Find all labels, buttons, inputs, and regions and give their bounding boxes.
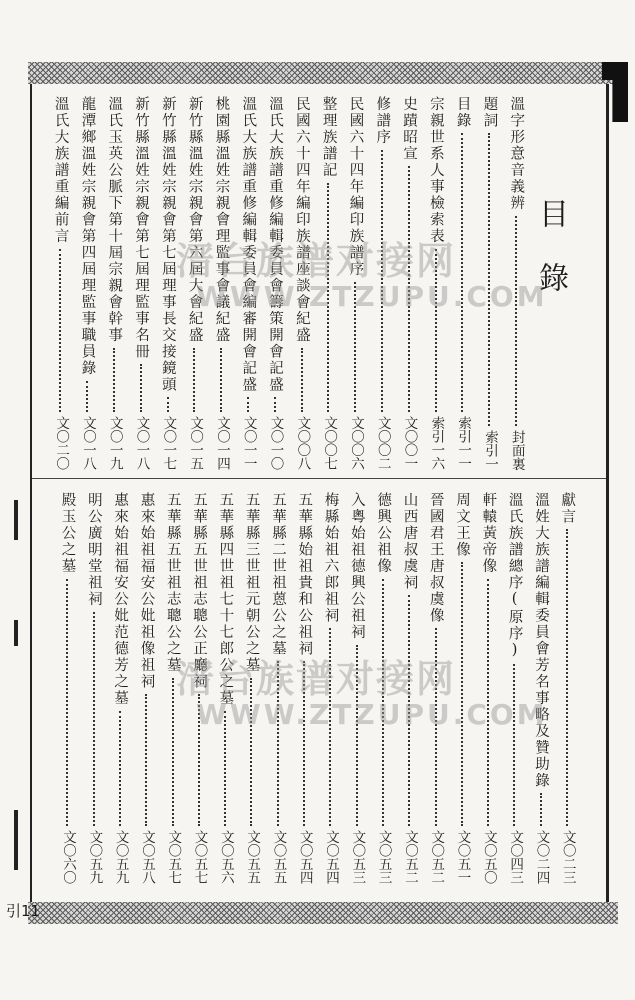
toc-entry-title: 軒轅黃帝像 [480, 492, 497, 575]
toc-entry [451, 492, 473, 884]
toc-entry-page: 文〇〇二 [374, 416, 391, 470]
toc-entry-page: 文〇五四 [323, 830, 340, 884]
dot-leader [382, 579, 384, 827]
bottom-border-band [28, 902, 618, 924]
dot-leader [224, 711, 226, 827]
toc-entry [240, 492, 262, 884]
toc-entry-title: 山西唐叔虞祠 [401, 492, 418, 591]
toc-entry-page: 文〇一五 [187, 416, 204, 470]
dot-leader [515, 216, 517, 426]
toc-entry [83, 492, 105, 884]
toc-entry [183, 96, 205, 470]
toc-entry-title: 梅縣始祖六郎祖祠 [322, 492, 339, 624]
toc-entry [425, 492, 447, 884]
dot-leader [277, 661, 279, 826]
toc-entry-title: 史蹟昭宣 [401, 96, 418, 162]
dot-leader [274, 397, 276, 412]
toc-entry-title: 桃園縣溫姓宗親會理監事會議紀盛 [213, 96, 230, 344]
dot-leader [66, 579, 68, 827]
toc-entry-page: 文〇五三 [349, 830, 366, 884]
section-divider [32, 478, 606, 479]
binding-mark [14, 620, 18, 646]
dot-leader [487, 579, 489, 827]
toc-entry-page: 文〇五八 [138, 830, 155, 884]
toc-entry [346, 492, 368, 884]
toc-entry [188, 492, 210, 884]
toc-entry-title: 五華縣二世祖蒽公之墓 [269, 492, 286, 657]
toc-entry-page: 文〇一七 [160, 416, 177, 470]
toc-entry-page: 文〇一四 [213, 416, 230, 470]
dot-leader [172, 678, 174, 827]
toc-entry-title: 修譜序 [374, 96, 391, 146]
toc-entry-title: 溫氏玉英公脈下第十屆宗親會幹事 [106, 96, 123, 344]
binding-mark [14, 810, 18, 870]
dot-leader [250, 678, 252, 827]
toc-entry [237, 96, 259, 470]
toc-entry [530, 492, 552, 884]
toc-entry-title: 溫氏大族譜重編前言 [52, 96, 69, 245]
toc-entry-page: 文〇五二 [401, 830, 418, 884]
dot-leader [461, 562, 463, 826]
toc-entry-page: 文〇六〇 [60, 830, 77, 884]
dot-leader [198, 694, 200, 826]
toc-entry [556, 492, 578, 884]
toc-entry-title: 溫氏大族譜重修編輯委員會編審開會記盛 [240, 96, 257, 393]
dot-leader [435, 249, 437, 413]
toc-entry-title: 民國六十四年編印族譜座談會紀盛 [293, 96, 310, 344]
toc-entry-title: 溫氏大族譜重修編輯委員會籌策開會記盛 [267, 96, 284, 393]
dot-leader [193, 348, 195, 413]
dot-leader [566, 529, 568, 826]
toc-entry [425, 96, 447, 470]
toc-entry-page: 文〇〇一 [401, 416, 418, 470]
toc-entry [478, 96, 500, 470]
dot-leader [247, 397, 249, 412]
watermark-url: WWW.ZTZUPU.COM [196, 280, 548, 313]
toc-entry-page: 文〇〇八 [294, 416, 311, 470]
dot-leader [220, 348, 222, 413]
toc-entry [319, 492, 341, 884]
toc-entry-page: 文〇五四 [296, 830, 313, 884]
dot-leader [93, 612, 95, 827]
toc-entry-title: 周文王像 [454, 492, 471, 558]
watermark-url: WWW.ZTZUPU.COM [196, 698, 548, 731]
toc-entry-page: 文〇五九 [112, 830, 129, 884]
toc-entry-page: 文〇一〇 [267, 416, 284, 470]
toc-entry [264, 96, 286, 470]
dot-leader [59, 249, 61, 413]
dot-leader [119, 711, 121, 827]
toc-entry-title: 獻言 [559, 492, 576, 525]
toc-entry [130, 96, 152, 470]
toc-entry [503, 492, 525, 884]
toc-entry [293, 492, 315, 884]
toc-entry-title: 殿玉公之墓 [59, 492, 76, 575]
toc-entry-page: 文〇五九 [86, 830, 103, 884]
toc-entry [210, 96, 232, 470]
toc-entry-title: 目錄 [454, 96, 471, 129]
dot-leader [408, 595, 410, 826]
toc-entry-page: 文〇五二 [428, 830, 445, 884]
toc-entry [56, 492, 78, 884]
watermark-text: 溍台族谱对接网 [176, 657, 457, 701]
toc-entry [344, 96, 366, 470]
toc-entry-page: 文〇五七 [191, 830, 208, 884]
toc-entry-title: 民國六十四年編印族譜序 [347, 96, 364, 278]
toc-entry [398, 96, 420, 470]
toc-entry-page: 文〇五三 [375, 830, 392, 884]
dot-leader [145, 694, 147, 826]
toc-entry-page: 索引一六 [428, 416, 445, 470]
toc-entry-title: 溫字形意音義辨 [508, 96, 525, 212]
toc-entry [371, 96, 393, 470]
toc-entry-page: 文〇二〇 [53, 416, 70, 470]
dot-leader [435, 628, 437, 826]
dot-leader [303, 661, 305, 826]
toc-entry [317, 96, 339, 470]
toc-entry [214, 492, 236, 884]
binding-mark [14, 500, 18, 540]
dot-leader [113, 348, 115, 413]
toc-entry-page: 文〇一一 [240, 416, 257, 470]
dot-leader [488, 133, 490, 426]
toc-entry-title: 整理族譜記 [320, 96, 337, 179]
toc-entry [505, 96, 527, 470]
toc-entry-page: 索引一一 [455, 416, 472, 470]
toc-entry-page: 文〇一八 [79, 416, 96, 470]
toc-entry-page: 文〇一八 [133, 416, 150, 470]
dot-leader [540, 793, 542, 826]
dot-leader [327, 183, 329, 413]
toc-entry [109, 492, 131, 884]
toc-entry-page: 文〇二四 [533, 830, 550, 884]
toc-entry-title: 龍潭鄉溫姓宗親會第四屆理監事職員錄 [79, 96, 96, 377]
dot-leader [381, 150, 383, 413]
toc-entry-title: 題詞 [481, 96, 498, 129]
top-border-band [28, 62, 618, 84]
toc-entry [291, 96, 313, 470]
toc-entry [103, 96, 125, 470]
toc-entry-page: 封面裏 [508, 429, 525, 470]
frame-left-line [30, 84, 32, 902]
toc-entry-page: 文〇五六 [217, 830, 234, 884]
frame-right-line [606, 84, 609, 902]
toc-entry-title: 溫氏族譜總序(原序) [506, 492, 523, 660]
toc-entry [372, 492, 394, 884]
toc-entry-title: 入粵始祖德興公祖祠 [348, 492, 365, 641]
dot-leader [329, 628, 331, 826]
toc-entry-page: 索引一 [481, 429, 498, 470]
watermark-text: 溍台族谱对接网 [176, 239, 457, 283]
toc-entry [135, 492, 157, 884]
toc-entry-title: 新竹縣溫姓宗親會第六屆大會紀盛 [186, 96, 203, 344]
dot-leader [167, 397, 169, 412]
toc-entry [477, 492, 499, 884]
toc-entry-title: 五華縣五世祖志聰公正廳祠 [191, 492, 208, 690]
toc-entry-title: 新竹縣溫姓宗親會第七屆理事長交接鏡頭 [159, 96, 176, 393]
dot-leader [301, 348, 303, 413]
toc-entry-page: 文〇五一 [454, 830, 471, 884]
toc-entry-page: 文〇四三 [507, 830, 524, 884]
toc-entry-page: 文〇五〇 [480, 830, 497, 884]
dot-leader [461, 133, 463, 412]
dot-leader [513, 664, 515, 826]
toc-entry-title: 惠來始祖福安公妣范德芳之墓 [112, 492, 129, 707]
page-number: 引11 [6, 902, 41, 920]
dot-leader [354, 282, 356, 413]
toc-entry-title: 晉國君王唐叔虞像 [427, 492, 444, 624]
toc-entry-title: 宗親世系人事檢索表 [427, 96, 444, 245]
toc-entry-page: 文〇〇六 [347, 416, 364, 470]
toc-entry-title: 德興公祖像 [375, 492, 392, 575]
toc-entry-page: 文〇〇七 [321, 416, 338, 470]
dot-leader [140, 364, 142, 412]
toc-entry-title: 溫姓大族譜編輯委員會芳名事略及贊助錄 [532, 492, 549, 789]
toc-entry-title: 新竹縣溫姓宗親會第七屆理監事名冊 [133, 96, 150, 360]
toc-entry-page: 文〇一九 [106, 416, 123, 470]
dot-leader [408, 166, 410, 412]
toc-entry-title: 五華縣五世祖志聰公之墓 [164, 492, 181, 674]
toc-entry [398, 492, 420, 884]
toc-entry [76, 96, 98, 470]
toc-entry [162, 492, 184, 884]
toc-entry-title: 明公廣明堂祖祠 [85, 492, 102, 608]
toc-entry [267, 492, 289, 884]
toc-entry [49, 96, 71, 470]
toc-entry [451, 96, 473, 470]
toc-entry-page: 文〇五五 [270, 830, 287, 884]
toc-entry-title: 五華縣三世祖元朝公之墓 [243, 492, 260, 674]
toc-entry-title: 五華縣四世祖七十七郎公之墓 [217, 492, 234, 707]
toc-entry-title: 五華縣始祖貴和公祖祠 [296, 492, 313, 657]
toc-entry-page: 文〇五五 [244, 830, 261, 884]
toc-entry-title: 惠來始祖福安公妣祖像祖祠 [138, 492, 155, 690]
dot-leader [86, 381, 88, 413]
toc-entry-page: 文〇五七 [165, 830, 182, 884]
page-title: 目錄 [533, 198, 568, 326]
toc-entry-page: 文〇二三 [559, 830, 576, 884]
dot-leader [356, 645, 358, 827]
toc-entry [157, 96, 179, 470]
